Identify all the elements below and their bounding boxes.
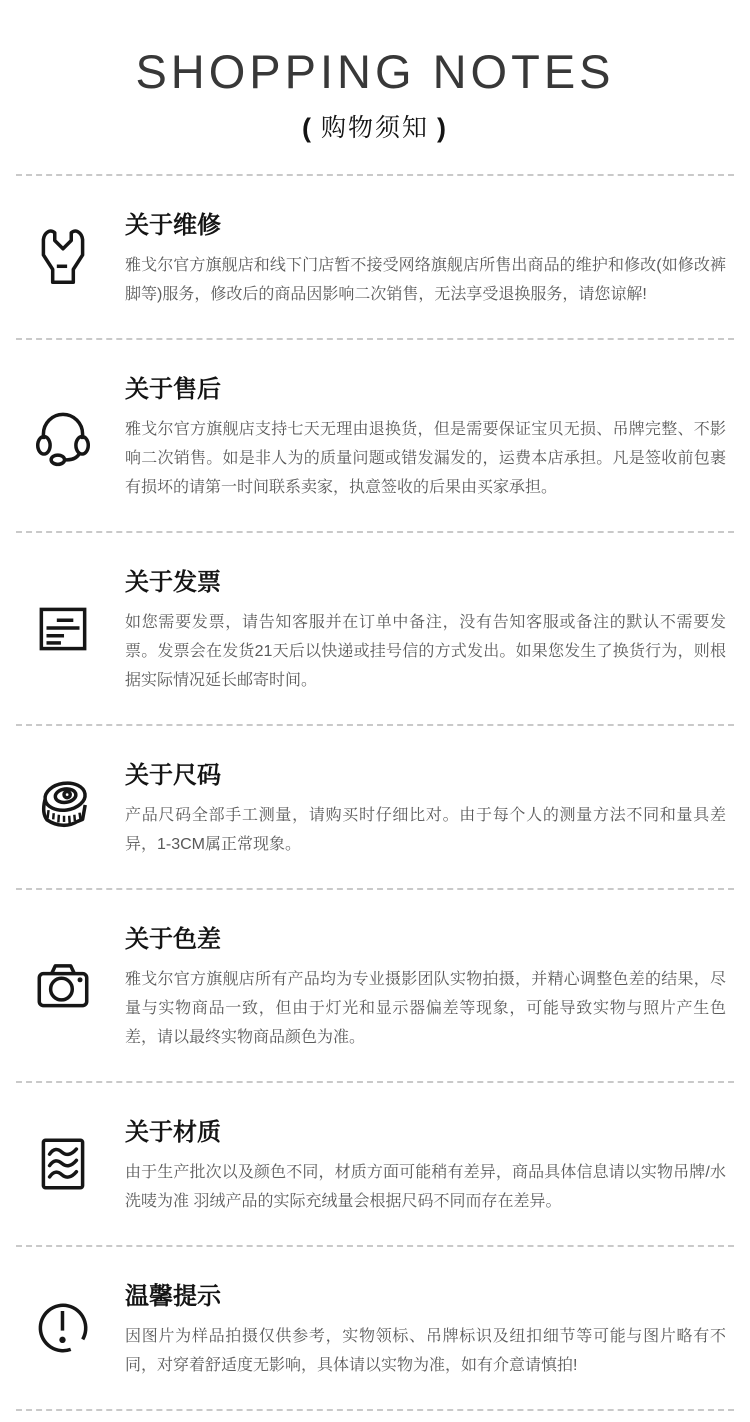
- section-body: 如您需要发票，请告知客服并在订单中备注，没有告知客服或备注的默认不需要发票。发票会在发货21天后以快递或挂号信的方式发出。如果您发生了换货行为，则根据实际情况延长邮寄时间。: [125, 614, 726, 689]
- section-body: 雅戈尔官方旗舰店和线下门店暂不接受网络旗舰店所售出商品的维护和修改(如修改裤脚等)服务，修改后的商品因影响二次销售，无法享受退换服务，请您谅解!: [125, 257, 726, 303]
- section-color-difference: [0, 890, 750, 1081]
- page-subtitle: [0, 108, 750, 144]
- section-title: 关于色差: [125, 926, 221, 953]
- section-repairs: [0, 176, 750, 338]
- section-title: 关于维修: [125, 212, 221, 239]
- section-after-sales: [0, 340, 750, 531]
- section-body: 因图片为样品拍摄仅供参考，实物领标、吊牌标识及纽扣细节等可能与图片略有不同，对穿着舒适度无影响，具体请以实物为准，如有介意请慎拍!: [125, 1328, 726, 1374]
- section-material: [0, 1083, 750, 1245]
- invoice-icon: [0, 596, 125, 662]
- section-body: 由于生产批次以及颜色不同，材质方面可能稍有差异，商品具体信息请以实物吊牌/水洗唛为准 羽绒产品的实际充绒量会根据尺码不同而存在差异。: [125, 1164, 726, 1210]
- section-body: 雅戈尔官方旗舰店支持七天无理由退换货，但是需要保证宝贝无损、吊牌完整、不影响二次销售。如是非人为的质量问题或错发漏发的，运费本店承担。凡是签收前包裹有损坏的请第一时间联系卖家，执意签收的后果由买家承担。: [125, 421, 726, 496]
- camera-icon: [0, 953, 125, 1019]
- bottom-whitespace: [0, 1411, 750, 1422]
- wrench-icon: [0, 224, 125, 290]
- section-invoice: [0, 533, 750, 724]
- section-title: 关于发票: [125, 569, 221, 596]
- subtitle-right-bracket: ): [437, 113, 448, 143]
- subtitle-left-bracket: (: [301, 113, 313, 143]
- subtitle-text: 购物须知: [320, 114, 429, 142]
- section-title: 温馨提示: [125, 1283, 221, 1310]
- section-title: 关于尺码: [125, 762, 221, 789]
- section-body: 雅戈尔官方旗舰店所有产品均为专业摄影团队实物拍摄，并精心调整色差的结果，尽量与实物商品一致，但由于灯光和显示器偏差等现象，可能导致实物与照片产生色差，请以最终实物商品颜色为准。: [125, 971, 726, 1046]
- section-sizing: [0, 726, 750, 888]
- page-title: SHOPPING NOTES: [135, 45, 615, 98]
- section-body: 产品尺码全部手工测量，请购买时仔细比对。由于每个人的测量方法不同和量具差异，1-3CM属正常现象。: [125, 807, 726, 853]
- page-header: [0, 0, 750, 174]
- headset-icon: [0, 403, 125, 469]
- alert-icon: [0, 1295, 125, 1361]
- section-tips: [0, 1247, 750, 1409]
- tape-measure-icon: [0, 774, 125, 840]
- section-title: 关于材质: [125, 1119, 221, 1146]
- fabric-icon: [0, 1131, 125, 1197]
- section-title: 关于售后: [125, 376, 221, 403]
